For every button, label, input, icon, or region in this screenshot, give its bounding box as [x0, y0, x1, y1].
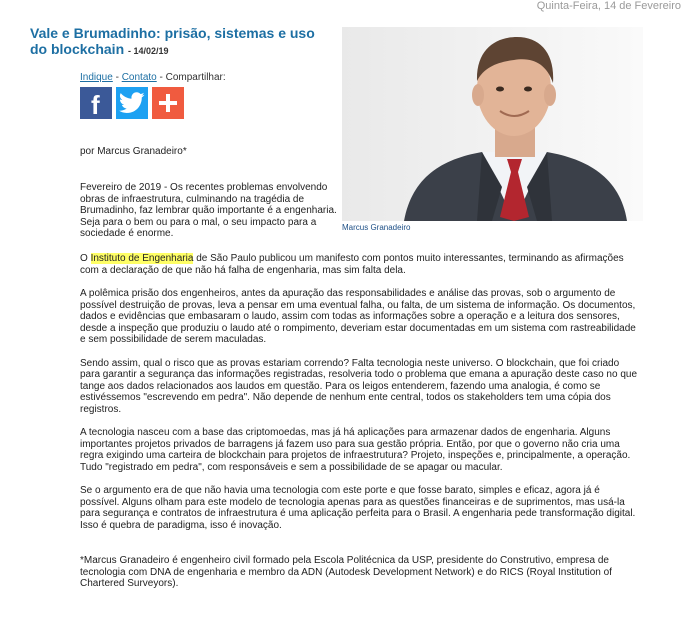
author-footnote: *Marcus Granadeiro é engenheiro civil formado pela Escola Politécnica da USP, presidente do Construtivo, empresa de tecnologia com DNA de engenharia e membro da ADN (Autodesk Development Network) e do RICS (Royal Institution of Chartered Surveyors). [80, 555, 612, 589]
facebook-share-button[interactable] [80, 87, 112, 119]
author-photo [342, 27, 643, 221]
author-line: por Marcus Granadeiro* [80, 146, 187, 157]
photo-caption: Marcus Granadeiro [342, 223, 411, 232]
facebook-glyph: f [91, 90, 100, 119]
article-title-text: Vale e Brumadinho: prisão, sistemas e uso do blockchain [30, 25, 315, 57]
share-label: Compartilhar: [165, 72, 226, 83]
share-buttons [80, 87, 184, 119]
twitter-share-button[interactable] [116, 87, 148, 119]
p1-after: de São Paulo publicou um manifesto com pontos muito interessantes, terminando as afirmações com a declaração de que não há falha de engenharia, mas sim falta dela. [80, 253, 624, 276]
highlighted-term: Instituto de Engenharia [90, 253, 194, 264]
contato-link[interactable]: Contato [121, 72, 157, 83]
publish-date: - 14/02/19 [128, 46, 169, 56]
article-body [80, 253, 640, 602]
paragraph: Se o argumento era de que não havia uma tecnologia com este porte e que fosse barato, simples e eficaz, agora já é possível. Alguns olham para este modelo de tecnologia apenas para as questões financeiras e de suprimentos, mas usá-la para segurança e contratos de infraestrutura é uma aplicação perfeita para o Brasil. A engenharia pede transformação digital. Isso é quebra de paradigma, isso é inovação. [80, 485, 636, 531]
current-date: Quinta-Feira, 14 de Fevereiro [536, 0, 681, 12]
paragraph: A polêmica prisão dos engenheiros, antes da apuração das responsabilidades e análise das provas, sob o argumento de possível destruição de provas, leva a pensar em uma eventual falha, ou falta, de um sistema de informação. Os documentos, dados e evidências que embasaram o laudo, assim com todas as informações sobre a operação e a leitura dos sensores, desde a inspeção que produziu o laudo até o rompimento, deveriam estar documentadas em um sistema com rastreabilidade e sem possibilidade de serem maculadas. [80, 288, 636, 345]
indique-link[interactable]: Indique [80, 72, 113, 83]
article-actions [80, 72, 226, 83]
article-title [30, 25, 335, 59]
portrait-illustration [342, 27, 643, 221]
facebook-icon [80, 87, 112, 119]
intro-paragraph: Fevereiro de 2019 - Os recentes problemas envolvendo obras de infraestrutura, culminando na tragédia de Brumadinho, faz lembrar quão importante é a engenharia. Seja para o bem ou para o mal, o seu impacto para a sociedade é enorme. [80, 182, 337, 239]
separator: - [115, 72, 122, 83]
paragraph: Sendo assim, qual o risco que as provas estariam correndo? Falta tecnologia neste universo. O blockchain, que foi criado para garantir a segurança das informações registradas, resolveria todo o problema que emana a apuração deste caso no que tange aos dados relacionados aos laudos em questão. Para os leigos entenderem, fazendo uma analogia, é como se estivéssemos "escrevendo em pedra". Não depende de nenhum ente central, todos os stakeholders tem uma cópia dos registros. [80, 357, 638, 415]
article-header [30, 25, 335, 59]
plus-icon [152, 87, 184, 119]
paragraph: A tecnologia nasceu com a base das criptomoedas, mas já há aplicações para armazenar dados de engenharia. Alguns importantes projetos privados de barragens já fazem uso para sua gestão própria. Então, por que o governo não cria uma regra exigindo uma carteira de blockchain para projetos de infraestrutura? Projeto, inspeções e, principalmente, a operação. Tudo "registrado em pedra", com responsáveis e sem a possibilidade de se apagar ou macular. [80, 427, 631, 473]
date-bar [481, 0, 681, 14]
p1-before: O [80, 253, 91, 264]
more-share-button[interactable] [152, 87, 184, 119]
publish-date-value: 14/02/19 [133, 46, 169, 56]
twitter-icon [119, 92, 145, 114]
paragraph [80, 253, 640, 276]
separator: - [159, 72, 166, 83]
